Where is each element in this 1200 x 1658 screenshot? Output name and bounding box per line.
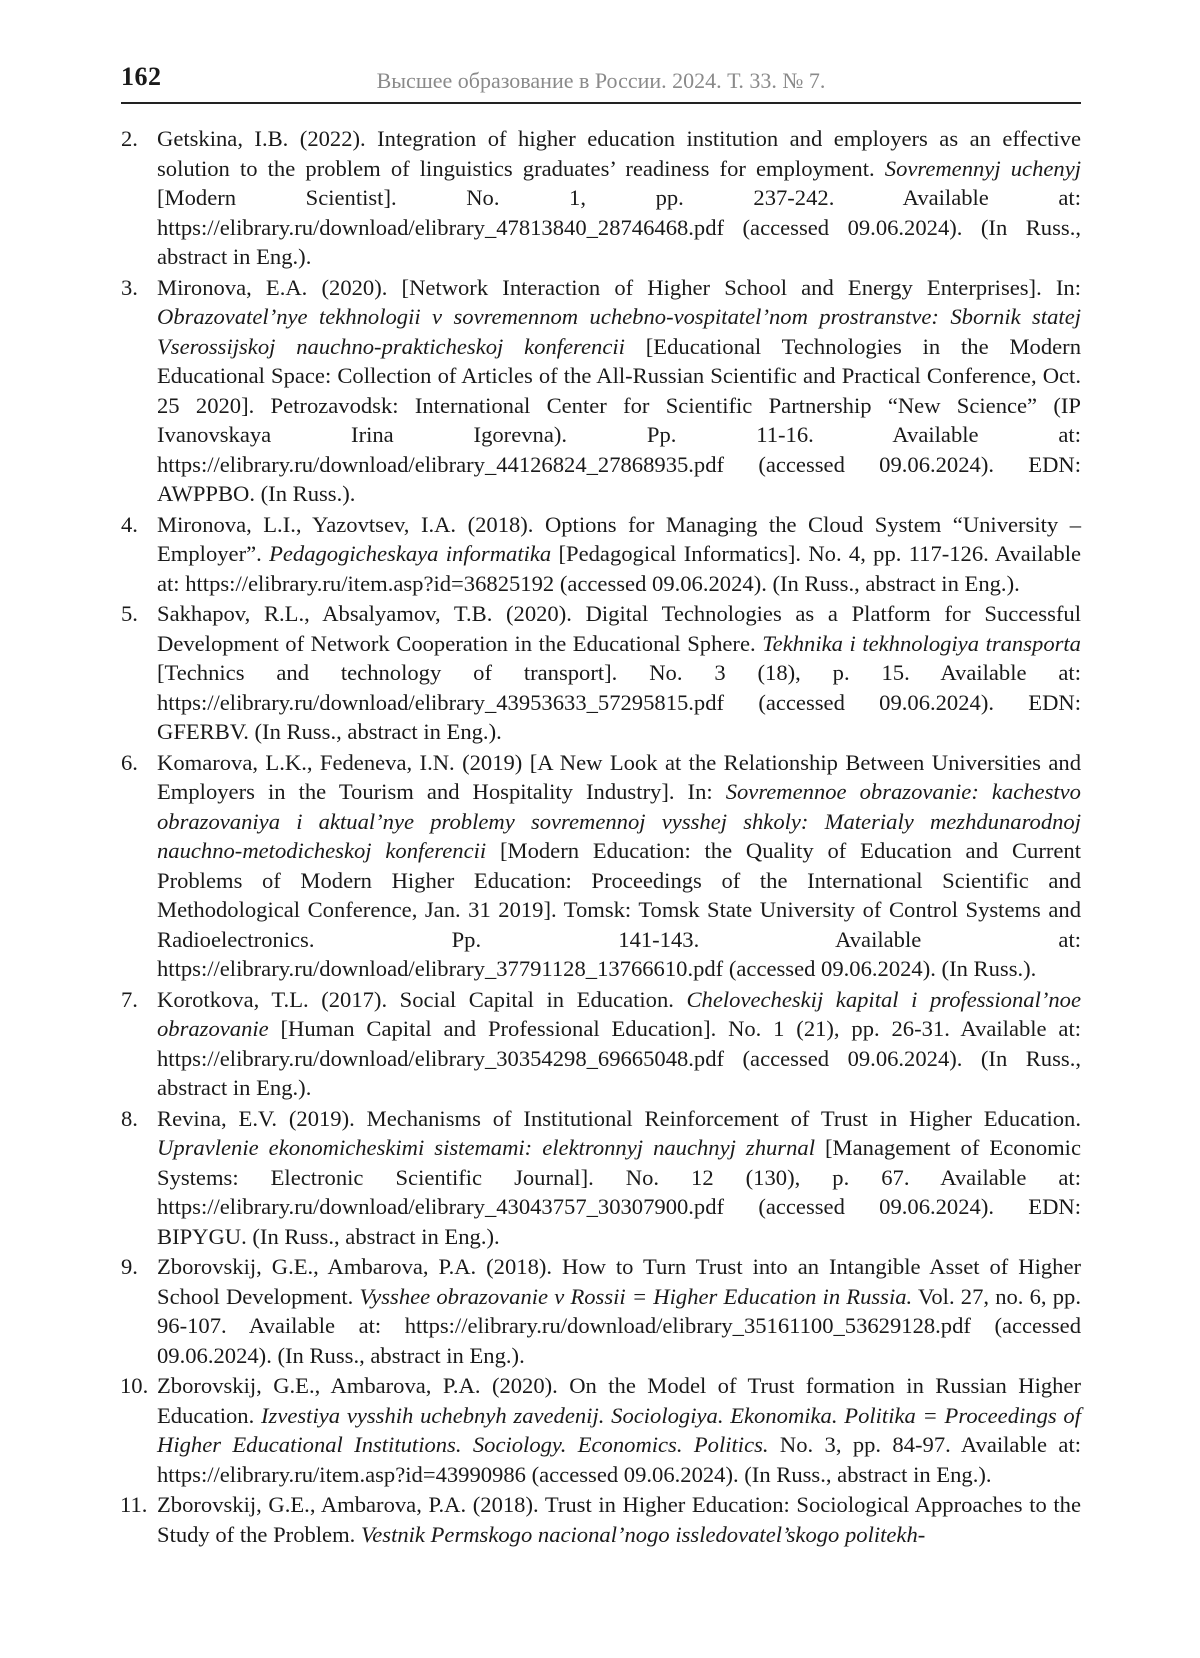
- reference-number: 11.: [120, 1492, 148, 1517]
- reference-item: [121, 1371, 1081, 1489]
- reference-number: 5.: [121, 601, 138, 626]
- reference-number: 2.: [121, 126, 138, 151]
- reference-text: Zborovskij, G.E., Ambarova, P.A. (2020). On the Model of Trust formation in Russian Higher Education.: [157, 1373, 1081, 1428]
- reference-details: [Modern Scientist]. No. 1, pp. 237-242. Available at: https://elibrary.ru/download/elibrary_47813840_28746468.pdf (accessed 09.06.2024). (In Russ., abstract in Eng.).: [157, 185, 1081, 269]
- reference-details: [Educational Technologies in the Modern Educational Space: Collection of Articles of the All-Russian Scientific and Practical Conference, Oct. 25 2020]. Petrozavodsk: International Center for Scientific Partnership “New Science” (IP Ivanovskaya Irina Igorevna). Pp. 11-16. Available at: https://elibrary.ru/download/elibrary_44126824_27868935.pdf (accessed 09.06.2024). EDN: AWPPBO. (In Russ.).: [157, 333, 1081, 506]
- reference-list: [121, 124, 1081, 1550]
- reference-item: [121, 1490, 1081, 1549]
- reference-text: Zborovskij, G.E., Ambarova, P.A. (2018). How to Turn Trust into an Intangible Asset of Higher School Development.: [157, 1254, 1081, 1309]
- reference-details: [Modern Education: the Quality of Education and Current Problems of Modern Higher Education: Proceedings of the International Scientific and Methodological Conference, Jan. 31 2019]. Tomsk: Tomsk State University of Control Systems and Radioelectronics. Pp. 141-143. Available at: https://elibrary.ru/download/elibrary_37791128_13766610.pdf (accessed 09.06.2024). (In Russ.).: [157, 838, 1081, 981]
- reference-text: Mironova, E.A. (2020). [Network Interaction of Higher School and Energy Enterprises]. In:: [157, 274, 1081, 300]
- running-title: Высшее образование в России. 2024. Т. 33. № 7.: [376, 68, 826, 93]
- reference-source-title: Obrazovatel’nye tekhnologii v sovremennom uchebno-vospitatel’nom prostranstve: Sbornik statej Vserossijskoj nauchno-prakticheskoj konferencii: [157, 304, 1081, 359]
- reference-item: [121, 124, 1081, 272]
- reference-item: [121, 510, 1081, 599]
- reference-source-title: Sovremennoe obrazovanie: kachestvo obrazovaniya i aktual’nye problemy sovremennoj vysshej shkoly: Materialy mezhdunarodnoj nauchno-metodicheskoj konferencii: [157, 779, 1081, 863]
- reference-source-title: Upravlenie ekonomicheskimi sistemami: elektronnyj nauchnyj zhurnal: [157, 1135, 815, 1160]
- reference-number: 3.: [121, 274, 138, 300]
- reference-item: [121, 273, 1081, 509]
- reference-number: 6.: [121, 749, 138, 775]
- page-number: 162: [121, 62, 162, 91]
- reference-item: [121, 748, 1081, 984]
- reference-details: [Human Capital and Professional Education]. No. 1 (21), pp. 26-31. Available at: https://elibrary.ru/download/elibrary_30354298_69665048.pdf (accessed 09.06.2024). (In Russ., abstract in Eng.).: [157, 1016, 1081, 1100]
- reference-text: Getskina, I.B. (2022). Integration of higher education institution and employers as an effective solution to the problem of linguistics graduates’ readiness for employment.: [157, 126, 1081, 181]
- reference-text: Sakhapov, R.L., Absalyamov, T.B. (2020). Digital Technologies as a Platform for Successful Development of Network Cooperation in the Educational Sphere.: [157, 601, 1081, 656]
- reference-text: Korotkova, T.L. (2017). Social Capital in Education.: [157, 986, 687, 1012]
- reference-source-title: Chelovecheskij kapital i professional’noe obrazovanie: [157, 986, 1081, 1041]
- reference-details: No. 3, pp. 84-97. Available at: https://elibrary.ru/item.asp?id=43990986 (accessed 09.06.2024). (In Russ., abstract in Eng.).: [157, 1432, 1082, 1487]
- reference-text: Revina, E.V. (2019). Mechanisms of Institutional Reinforcement of Trust in Higher Education.: [157, 1105, 1081, 1131]
- reference-number: 4.: [121, 511, 138, 537]
- reference-text: Komarova, L.K., Fedeneva, I.N. (2019) [A New Look at the Relationship Between Universities and Employers in the Tourism and Hospitality Industry]. In:: [157, 749, 1081, 804]
- reference-number: 7.: [121, 986, 138, 1012]
- reference-number: 10.: [120, 1373, 149, 1398]
- reference-details: [Management of Economic Systems: Electronic Scientific Journal]. No. 12 (130), p. 67. Available at: https://elibrary.ru/download/elibrary_43043757_30307900.pdf (accessed 09.06.2024). EDN: BIPYGU. (In Russ., abstract in Eng.).: [157, 1135, 1081, 1249]
- reference-text: Zborovskij, G.E., Ambarova, P.A. (2018). Trust in Higher Education: Sociological Approaches to the Study of the Problem.: [157, 1492, 1081, 1547]
- reference-item: [121, 599, 1081, 747]
- reference-details: [Technics and technology of transport]. No. 3 (18), p. 15. Available at: https://elibrary.ru/download/elibrary_43953633_57295815.pdf (accessed 09.06.2024). EDN: GFERBV. (In Russ., abstract in Eng.).: [157, 660, 1081, 744]
- reference-source-title: Tekhnika i tekhnologiya transporta: [762, 630, 1081, 656]
- reference-item: [121, 1104, 1081, 1252]
- page-header: [121, 58, 1081, 104]
- reference-details: Vol. 27, no. 6, pp. 96-107. Available at: https://elibrary.ru/download/elibrary_35161100_53629128.pdf (accessed 09.06.2024). (In Russ., abstract in Eng.).: [157, 1283, 1081, 1368]
- reference-source-title: Pedagogicheskaya informatika: [269, 541, 552, 566]
- reference-item: [121, 1252, 1081, 1370]
- reference-source-title: Vysshee obrazovanie v Rossii = Higher Education in Russia.: [359, 1283, 913, 1309]
- reference-item: [121, 985, 1081, 1103]
- reference-number: 9.: [121, 1254, 138, 1279]
- reference-details: [Pedagogical Informatics]. No. 4, pp. 117-126. Available at: https://elibrary.ru/item.asp?id=36825192 (accessed 09.06.2024). (In Russ., abstract in Eng.).: [157, 541, 1082, 596]
- reference-number: 8.: [121, 1105, 138, 1131]
- reference-source-title: Izvestiya vysshih uchebnyh zavedenij. Sociologiya. Ekonomika. Politika = Proceedings of Higher Educational Institutions. Sociology. Economics. Politics.: [157, 1402, 1081, 1457]
- reference-source-title: Vestnik Permskogo nacional’nogo issledovatel’skogo politekh-: [360, 1521, 926, 1547]
- reference-source-title: Sovremennyj uchenyj: [884, 155, 1082, 181]
- reference-text: Mironova, L.I., Yazovtsev, I.A. (2018). Options for Managing the Cloud System “University – Employer”.: [157, 511, 1081, 566]
